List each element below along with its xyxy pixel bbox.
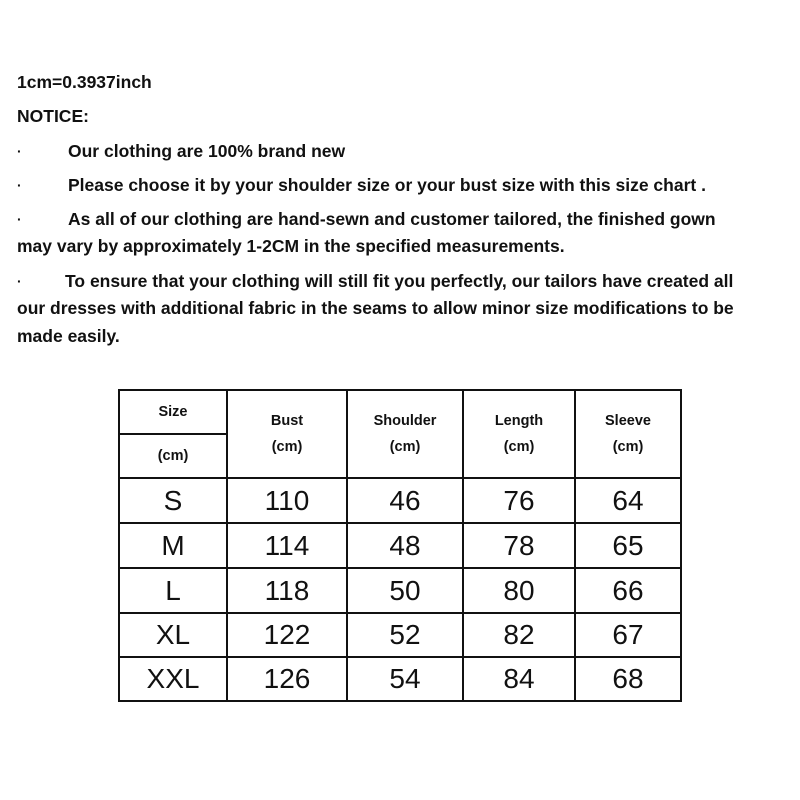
notice-4-line-3: made easily. — [17, 326, 120, 346]
cell-shoulder: 46 — [347, 478, 463, 523]
notice-title: NOTICE: — [17, 106, 89, 126]
notice-3-line-1: As all of our clothing are hand-sewn and customer tailored, the finished gown — [68, 209, 716, 229]
cell-bust: 110 — [227, 478, 347, 523]
notice-4-line-2: our dresses with additional fabric in the seams to allow minor size modifications to be — [17, 298, 734, 318]
conversion-note: 1cm=0.3937inch — [17, 72, 152, 92]
cell-sleeve: 64 — [575, 478, 681, 523]
cell-length: 80 — [463, 568, 575, 613]
header-size-unit: (cm) — [119, 434, 227, 478]
table-row — [119, 568, 681, 613]
cell-sleeve: 67 — [575, 613, 681, 657]
header-size-label: Size — [119, 390, 227, 434]
cell-size: XXL — [119, 657, 227, 701]
cell-size: M — [119, 523, 227, 568]
cell-shoulder: 54 — [347, 657, 463, 701]
cell-length: 76 — [463, 478, 575, 523]
cell-bust: 122 — [227, 613, 347, 657]
size-chart-table — [118, 389, 682, 702]
header-length — [463, 390, 575, 478]
notice-2-line-1: Please choose it by your shoulder size or your bust size with this size chart . — [68, 175, 706, 195]
cell-bust: 114 — [227, 523, 347, 568]
header-sleeve-unit: (cm) — [612, 439, 644, 455]
table-row — [119, 613, 681, 657]
header-length-label: Length — [494, 413, 544, 429]
cell-shoulder: 52 — [347, 613, 463, 657]
cell-shoulder: 50 — [347, 568, 463, 613]
cell-size: XL — [119, 613, 227, 657]
cell-sleeve: 65 — [575, 523, 681, 568]
bullet-1: · — [17, 143, 22, 159]
cell-length: 84 — [463, 657, 575, 701]
header-shoulder-unit: (cm) — [389, 439, 421, 455]
cell-length: 78 — [463, 523, 575, 568]
cell-sleeve: 68 — [575, 657, 681, 701]
notice-4-line-1: To ensure that your clothing will still fit you perfectly, our tailors have created all — [65, 271, 734, 291]
header-shoulder — [347, 390, 463, 478]
cell-bust: 118 — [227, 568, 347, 613]
table-row — [119, 478, 681, 523]
cell-shoulder: 48 — [347, 523, 463, 568]
table-row — [119, 657, 681, 701]
cell-size: S — [119, 478, 227, 523]
notice-3-line-2: may vary by approximately 1-2CM in the specified measurements. — [17, 236, 565, 256]
header-shoulder-label: Shoulder — [373, 413, 437, 429]
header-bust — [227, 390, 347, 478]
header-bust-label: Bust — [270, 413, 304, 429]
header-sleeve-label: Sleeve — [605, 413, 651, 429]
cell-sleeve: 66 — [575, 568, 681, 613]
table-row — [119, 523, 681, 568]
bullet-3: · — [17, 211, 22, 227]
cell-length: 82 — [463, 613, 575, 657]
header-sleeve — [575, 390, 681, 478]
notice-1-line-1: Our clothing are 100% brand new — [68, 141, 346, 161]
bullet-4: · — [17, 273, 22, 289]
cell-size: L — [119, 568, 227, 613]
cell-bust: 126 — [227, 657, 347, 701]
header-length-unit: (cm) — [503, 439, 535, 455]
header-bust-unit: (cm) — [271, 439, 303, 455]
bullet-2: · — [17, 177, 22, 193]
